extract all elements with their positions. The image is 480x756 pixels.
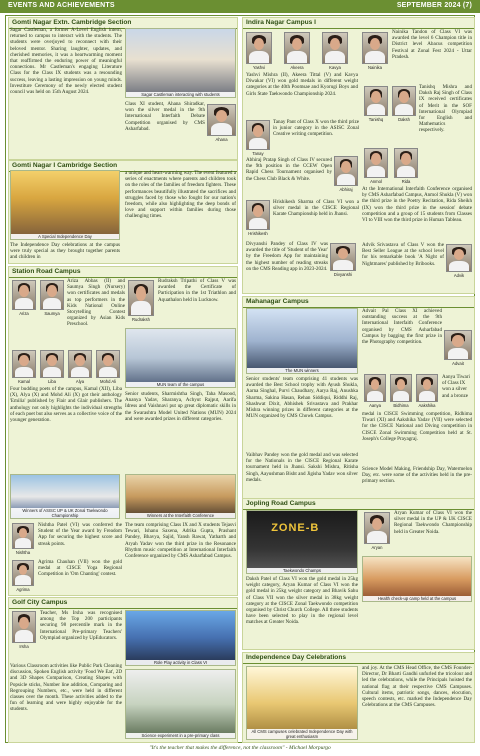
article-text: Hrishikesh Sharma of Class VI won a silver medal in the CISCE Regional Karate Championship held in Jhansi.	[273, 199, 359, 218]
article-text: Tanishq Mishra and Daksh Raj Singh of Class IX received certificates of Merit in the SOF International Olympiad for English and Mathematics respectively.	[419, 84, 472, 134]
photo-caption: MUN team of the campus	[126, 382, 235, 387]
portrait-name: Bidhima	[393, 403, 409, 408]
portrait-photo	[40, 350, 64, 378]
photo-health-camp	[362, 556, 472, 602]
section-heading: Gomti Nagar I Cambridge Section	[9, 161, 237, 172]
photo-taekwondo-winners	[10, 474, 120, 519]
portrait-name: Tanay	[252, 151, 264, 156]
portrait-photo	[364, 374, 386, 402]
photo-independence-celebrations	[246, 666, 358, 740]
article-text: Tanay Pant of Class X won the third prize in junior category in the ASISC Zonal Creative writing competition.	[273, 119, 359, 138]
portrait-photo	[416, 374, 438, 402]
portrait-name: Divyanshi	[333, 272, 353, 277]
portrait-photo	[12, 280, 36, 310]
article-text: Rudraksh Tripathi of Class V was awarded the Certificate of Participation in the 1st Triathlon and Aquathalon held in Lucknow.	[158, 278, 236, 303]
portrait-name: Saumya	[44, 311, 60, 316]
portrait-name: Daksh	[398, 117, 410, 122]
article-text: Daksh Patel of Class VI won the gold medal in 25kg weight category, Aryan Kumar of Class VI won the gold medal in 25kg weight category and Bhavik Sahu of Class VII won the silver medal in 38kg weight category at the CISCE Zonal Taekwondo competition organised by Christ Church College. All three students have been selected to play in the regional level matches at Greater Noida.	[246, 576, 358, 626]
portrait-name: Aryan	[371, 545, 383, 550]
photo-caption: Science experiment in a pre-primary class	[126, 733, 235, 738]
article-text: Abhiraj Pratap Singh of Class IV secured the 9th position in the CCEW Open Rapid Chess Tournament organised by the Chess Club Black & White.	[246, 157, 332, 182]
article-text: Senior students' team comprising 41 students was awarded the Best School trophy with Ayush Shukla, Aarna Singhal, Purvi Chaudhary, Aarya Raj, Anushka Sharma, Sakina Hasan, Rehan Siddiqui, Riddhi Raj, Shashwat Dixit, Abhishek Srivastava and Prakhar Mishra winning prizes in different categories at the MUN organized by CMS Chowk Campus.	[246, 376, 358, 420]
article-text: a unique and heart-warming way. The event featured a series of enactments where parents and children took on the roles of the families of freedom fighters. These performances beautifully illustrated the sacrifices and struggles faced by those who fought for our nation's freedom, while also highlighting the deep bonds of love and support within families during those challenging times.	[125, 170, 236, 220]
portrait-photo	[444, 330, 472, 360]
portrait-name: Kamal	[18, 379, 30, 384]
portrait-photo	[12, 611, 36, 643]
photo-caption: All CMS campuses celebrated Independence Day with great enthusiasm	[247, 729, 357, 739]
portrait-name: Ahana	[215, 137, 228, 142]
portrait-photo	[394, 148, 418, 178]
portrait-name: Kavya	[329, 65, 341, 70]
photo-interfaith-winners	[125, 474, 236, 519]
article-text: Nainika Tandon of Class VI was awarded the level 6 Champion title in District level Abacus competition Festival at Zonal Fest 2024 - Uttar Pradesh.	[392, 29, 472, 60]
article-text: Agrima Chauhan (VII) won the gold medal at CISCE Yoga Regional Competition in 'Om Chanting' contest.	[38, 559, 122, 578]
portrait-photo	[364, 86, 388, 116]
article-text: Aanya Tiwari of Class IX won a silver and a bronze	[442, 374, 470, 399]
portrait-photo	[362, 32, 388, 64]
portrait-name: Nainika	[368, 65, 382, 70]
article-text: Aryan Kumar of Class VI won the silver medal in the UP & UK CISCE Regional Taekwondo Championship held in Greater Noida.	[394, 510, 472, 535]
portrait-photo	[390, 374, 412, 402]
article-text: Vaibhav Pandey won the gold medal and was selected for the Nationals in the CISCE Regional Karate tournament held in Jhansi. Sakshi Mishra, Ritisha Singh, Aayushman Bisht and Jigisha Yadav won silver medals.	[246, 452, 358, 483]
article-text: Various Classroom activities like Public Park Cleaning discussion, Spoken English activity 'Food We Eat', 2D and 3D Shapes Comparison, Creating Shapes with Popsicle sticks, Number line addition, Comparing and Regrouping Numbers, etc., were held in different classes over the month. These activities added to the fun of learning and were highly enjoyable for the students.	[10, 663, 122, 713]
portrait-photo	[246, 120, 270, 150]
portrait-name: Abhiraj	[339, 187, 353, 192]
photo-caption: Health check-up camp held at the campus	[363, 596, 471, 601]
article-text: The team comprising Class IX and X students Tejasvi Tewari, Ishanu Saxena, Adrika Gupta, Prashant Pandey, Bhavya, Sajid, Yansh Rawat, Yatharth and Aryah Yadav won the third prize in the Resonance Rhythm music competition at International Interfaith Conference organized by CMS Asharfabad Campus.	[125, 522, 236, 560]
portrait-photo	[334, 156, 358, 186]
article-text: Sagar Castleman, a former A-Level English intern, returned to campus to interact with the students. The students were overjoyed to reconnect with their beloved mentor. Sharing laughter, updates, and cherished memories, it was a heartwarming moment that reaffirmed the enduring power of meaningful connections. Mr Castleman's engaging Literature Class for the Class IX students was a resounding success, leaving a lasting impression on young minds. Investiture Ceremony of the newly elected student council was held on 15th August 2024.	[10, 27, 122, 96]
portrait-name: Tanishq	[368, 117, 384, 122]
portrait-photo	[246, 32, 272, 64]
photo-role-play	[125, 610, 236, 666]
photo-caption: Role Play activity in Class VI	[126, 660, 235, 665]
portrait-photo	[392, 86, 416, 116]
article-text: Ariza Abbas (II) and Saumya Singh (Nursery) won certificates and medals as top performers in the Kids National Online Storytelling Contest organized by Asian Kids Preschool.	[67, 278, 125, 328]
header-issue-date: SEPTEMBER 2024 (7)	[396, 2, 472, 10]
portrait-name: Aakshika	[418, 403, 436, 408]
page-footer-quote: "It's the teacher that makes the difference, not the classroom" - Michael Morpurgo	[149, 745, 331, 751]
portrait-name: Agrima	[16, 587, 30, 592]
portrait-photo	[12, 523, 34, 549]
header-section-title: EVENTS AND ACHIEVEMENTS	[8, 2, 115, 10]
page-header	[0, 0, 480, 13]
portrait-photo	[330, 243, 356, 271]
section-heading: Mahanagar Campus	[243, 297, 474, 308]
photo-caption: A Special Independence Day	[11, 234, 119, 239]
article-text: Teacher, Ms Irsha was recognised among the Top 200 participants securing 98 percentile mark in the International Pre-primary Teachers' Olympiad organized by UpEducators.	[40, 610, 122, 641]
portrait-photo	[207, 104, 236, 136]
portrait-photo	[96, 350, 120, 378]
portrait-photo	[446, 244, 472, 272]
photo-independence-day	[10, 170, 120, 240]
article-text: Advait Pal Class XI achieved outstanding success at the 9th International Interfaith Conference organised by CMS Asharfabad Campus by bagging the first prize in the Photography competition.	[362, 308, 442, 346]
article-text: Four budding poets of the campus, Kamal (XII), Liba (X), Alya (X) and Mohd Ali (X) got their anthology 'Emilia' published by Flair and Glair publishers. The anthology not only highlights the individual strengths of each poet but also serves as a collective voice of the younger generation.	[10, 386, 122, 424]
portrait-name: Anmol	[370, 179, 382, 184]
photo-caption: Winners of ASISC UP & UK Zonal Taekwondo Championship	[11, 508, 119, 518]
section-heading: Indira Nagar Campus I	[243, 18, 474, 29]
portrait-photo	[322, 32, 348, 64]
portrait-name: Akeera	[290, 65, 304, 70]
portrait-name: Advik	[453, 273, 465, 278]
portrait-photo	[68, 350, 92, 378]
section-heading: Jopling Road Campus	[243, 499, 474, 510]
portrait-name: Mohd Ali	[99, 379, 117, 384]
portrait-photo	[284, 32, 310, 64]
portrait-photo	[364, 512, 390, 544]
portrait-name: Yashvi	[252, 65, 266, 70]
section-heading: Independence Day Celebrations	[243, 653, 474, 664]
article-text: At the International Interfaith Conference organised by CMS Asharfabad Campus, Anmol Shukla (V) won the third prize in the Poetry Recitation, Rida Sheikh (IX) won the third prize in the session' debate competition and a group of 15 students from Classes VI to VIII won the third prize in Human Tableau.	[362, 186, 472, 224]
portrait-photo	[40, 280, 64, 310]
portrait-photo	[246, 200, 270, 230]
portrait-photo	[364, 148, 388, 178]
portrait-photo	[128, 280, 154, 316]
portrait-photo	[12, 560, 34, 586]
article-text: Science Model Making, Friendship Day, Watermelon Day, etc. were some of the activities held in the pre-primary section.	[362, 466, 472, 485]
portrait-name: Liba	[48, 379, 56, 384]
article-text: and joy. At the CMS Head Office, the CMS Founder-Director, Dr Bharti Gandhi unfurled the tricolour and led the celebrations, while the Principals hoisted the national flag at their respective CMS Campuses. Cultural items, patriotic songs, dances, elocution, speech contests, etc. marked the Independence Day Celebrations at the CMS Campuses.	[362, 665, 472, 709]
portrait-name: Hrishikesh	[248, 231, 268, 236]
portrait-name: Nishtha	[15, 550, 31, 555]
portrait-photo	[12, 350, 36, 378]
photo-castleman	[125, 28, 236, 98]
photo-banner-text: ZONE-B	[271, 522, 320, 535]
article-text: Divyanshi Pandey of Class IV was awarded the title of 'Student of the Year' by the Freedom App for maintaining the highest number of reading streaks on the CMS Reading app in 2023-2024.	[246, 241, 328, 272]
portrait-name: Advait	[452, 361, 464, 366]
portrait-name: Irsha	[19, 644, 29, 649]
portrait-name: Rudraksh	[132, 317, 150, 322]
article-text: Nishtha Patel (VI) was conferred the Student of the Year award by Freadom App for securing the highest score and streak points.	[38, 522, 122, 547]
photo-mun-team	[125, 328, 236, 388]
photo-taekwondo-champs	[246, 510, 358, 574]
section-heading: Station Road Campus	[9, 267, 237, 278]
article-text: Advik Srivastava of Class V won the Best Seller League at the school level for his remarkable book 'A Night of Nightmares' published by Bribooks.	[362, 242, 444, 267]
section-heading: Golf City Campus	[9, 598, 237, 609]
portrait-name: Rida	[401, 179, 411, 184]
photo-caption: Taekwondo Champs	[247, 568, 357, 573]
article-text: The Independence Day celebrations at the campus were truly special as they brought together parents and children in	[10, 242, 120, 261]
photo-science-experiment	[125, 669, 236, 739]
article-text: Class XI student, Ahana Shiradkar, won the silver medal in the 9th International Interfaith Debate Competition organised by CMS Asharfabad.	[125, 101, 205, 132]
photo-mun-winners	[246, 308, 358, 374]
photo-caption: Winners at the Interfaith Conference	[126, 513, 235, 518]
article-text: Senior students, Sharmishtha Singh, Taha Masood, Ananya Yadav, Sharanya, Achyut Rajput, Aarifa Idress and Vaishnavi put up great diplomatic skills in the Swarashtra Model United Nations (MUN) 2024 and were awarded prizes in different categories.	[125, 391, 236, 422]
article-text: medal in CISCE Swimming competition, Ridhima Tiwari (XI) and Aakshika Yadav (VII) were selected for the CISCE National and Diving competition in CISCE Zonal Swimming Competition held at St. Joseph's College Prayagraj.	[362, 411, 472, 442]
portrait-name: Alya	[75, 379, 85, 384]
portrait-name: Aanya	[369, 403, 381, 408]
photo-caption: The MUN winners	[247, 368, 357, 373]
portrait-name: Ariza	[19, 311, 29, 316]
section-heading: Gomti Nagar Extn. Cambridge Section	[9, 18, 237, 29]
photo-caption: Sagar Castleman interacting with students	[126, 92, 235, 97]
article-text: Yashvi Mishra (II), Akeera Tittal (V) and Kavya Diwakar (VI) won gold medals in different weight categories at the 40th Poomsae and Kyorugi Boys and Girls State Taekwondo Championship 2024.	[246, 72, 358, 97]
